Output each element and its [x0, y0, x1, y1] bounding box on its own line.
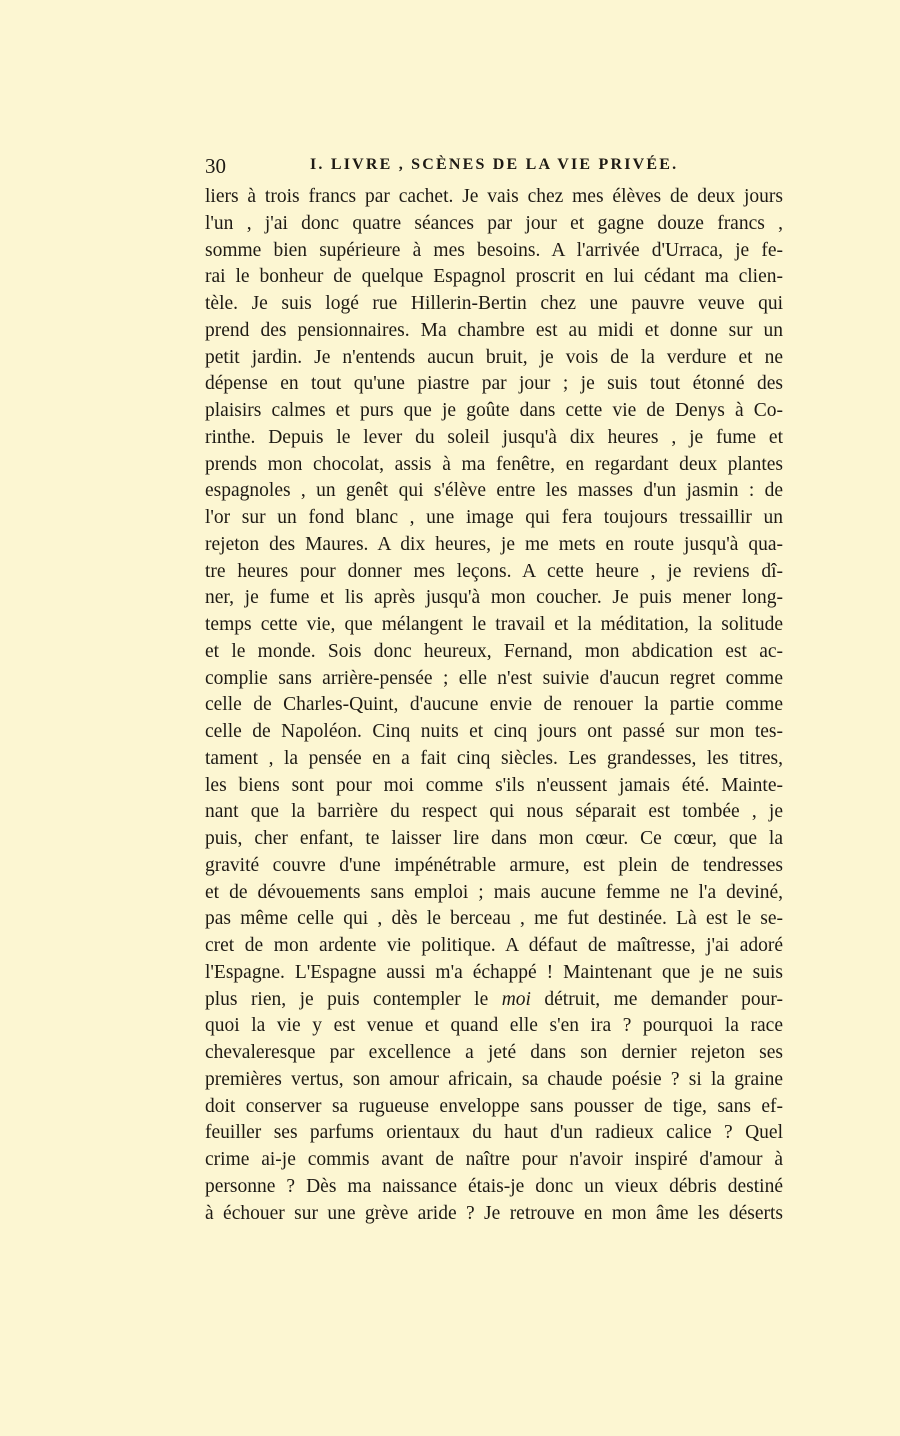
- text-line: nant que la barrière du respect qui nous séparait est tombée , je: [205, 801, 783, 823]
- text-line: l'un , j'ai donc quatre séances par jour et gagne douze francs ,: [205, 212, 783, 234]
- body-text: [205, 184, 783, 1227]
- text-line: crime ai-je commis avant de naître pour n'avoir inspiré d'amour à: [205, 1149, 783, 1170]
- text-line: personne ? Dès ma naissance étais-je donc un vieux débris destiné: [205, 1175, 783, 1197]
- text-line: l'Espagne. L'Espagne aussi m'a échappé ! Maintenant que je ne suis: [205, 961, 783, 983]
- text-line: complie sans arrière-pensée ; elle n'est suivie d'aucun regret comme: [205, 667, 783, 689]
- text-line: liers à trois francs par cachet. Je vais chez mes élèves de deux jours: [205, 186, 783, 207]
- text-line: et de dévouements sans emploi ; mais aucune femme ne l'a deviné,: [205, 881, 783, 903]
- page-number: 30: [205, 154, 226, 178]
- text-line: puis, cher enfant, te laisser lire dans mon cœur. Ce cœur, que la: [205, 828, 783, 849]
- text-line: celle de Charles-Quint, d'aucune envie de renouer la partie comme: [205, 694, 783, 716]
- text-line: l'or sur un fond blanc , une image qui fera toujours tressaillir un: [205, 507, 783, 528]
- page-header: [205, 154, 783, 180]
- text-line: rinthe. Depuis le lever du soleil jusqu'à dix heures , je fume et: [205, 426, 783, 448]
- text-line: celle de Napoléon. Cinq nuits et cinq jours ont passé sur mon tes-: [205, 721, 783, 742]
- text-line: feuiller ses parfums orientaux du haut d'un radieux calice ? Quel: [205, 1122, 783, 1144]
- text-line: prend des pensionnaires. Ma chambre est au midi et donne sur un: [205, 319, 783, 341]
- text-line: [205, 987, 783, 1014]
- text-line: doit conserver sa rugueuse enveloppe sans pousser de tige, sans ef-: [205, 1095, 783, 1117]
- text-segment: détruit, me demander pour-: [544, 988, 784, 1010]
- text-line: prends mon chocolat, assis à ma fenêtre, en regardant deux plantes: [205, 453, 783, 475]
- text-line: et le monde. Sois donc heureux, Fernand, mon abdication est ac-: [205, 640, 783, 662]
- italic-word: moi: [501, 988, 531, 1010]
- text-line: temps cette vie, que mélangent le travail et la méditation, la solitude: [205, 614, 783, 635]
- text-line: espagnoles , un genêt qui s'élève entre les masses d'un jasmin : de: [205, 480, 783, 502]
- running-title: I. LIVRE , SCÈNES DE LA VIE PRIVÉE.: [310, 156, 679, 173]
- text-line: pas même celle qui , dès le berceau , me fut destinée. Là est le se-: [205, 908, 783, 930]
- text-line: premières vertus, son amour africain, sa chaude poésie ? si la graine: [205, 1068, 783, 1090]
- text-line: gravité couvre d'une impénétrable armure, est plein de tendresses: [205, 854, 783, 876]
- text-line: chevaleresque par excellence a jeté dans son dernier rejeton ses: [205, 1042, 783, 1063]
- text-line: ner, je fume et lis après jusqu'à mon coucher. Je puis mener long-: [205, 587, 783, 609]
- text-line: rejeton des Maures. A dix heures, je me mets en route jusqu'à qua-: [205, 533, 783, 555]
- text-line: plaisirs calmes et purs que je goûte dans cette vie de Denys à Co-: [205, 400, 783, 421]
- text-line: rai le bonheur de quelque Espagnol proscrit en lui cédant ma clien-: [205, 266, 783, 288]
- text-line: petit jardin. Je n'entends aucun bruit, je vois de la verdure et ne: [205, 346, 783, 368]
- text-line: dépense en tout qu'une piastre par jour ; je suis tout étonné des: [205, 373, 783, 395]
- text-line: cret de mon ardente vie politique. A défaut de maîtresse, j'ai adoré: [205, 935, 783, 956]
- text-line: tament , la pensée en a fait cinq siècles. Les grandesses, les titres,: [205, 747, 783, 769]
- text-line: à échouer sur une grève aride ? Je retrouve en mon âme les déserts: [205, 1202, 783, 1224]
- text-line: somme bien supérieure à mes besoins. A l'arrivée d'Urraca, je fe-: [205, 239, 783, 261]
- text-line: tèle. Je suis logé rue Hillerin-Bertin chez une pauvre veuve qui: [205, 293, 783, 314]
- text-line: tre heures pour donner mes leçons. A cette heure , je reviens dî-: [205, 560, 783, 582]
- text-segment: plus rien, je puis contempler le: [205, 988, 489, 1010]
- text-line: quoi la vie y est venue et quand elle s'en ira ? pourquoi la race: [205, 1015, 783, 1037]
- text-line: les biens sont pour moi comme s'ils n'eussent jamais été. Mainte-: [205, 774, 783, 796]
